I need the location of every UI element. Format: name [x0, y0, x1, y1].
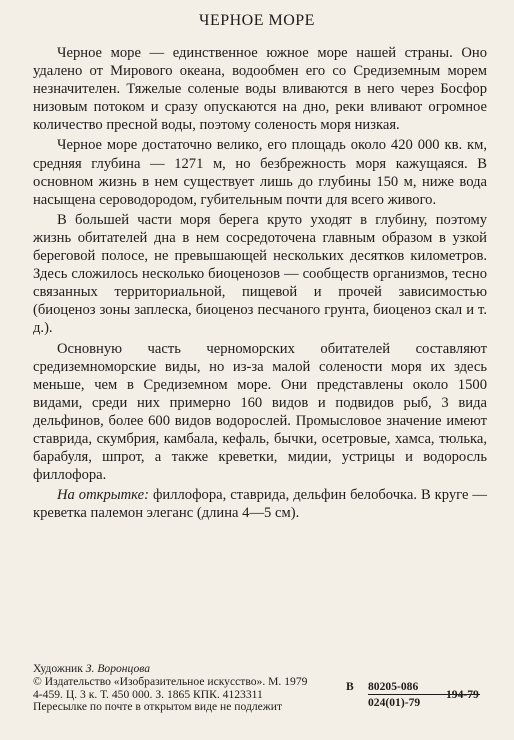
artist-line	[33, 663, 493, 676]
paragraph-2: Черное море достаточно велико, его площадь около 420 000 кв. км, средняя глубина — 1271 м, но безбрежность моря кажущаяся. В основном жизнь в нем существует лишь до глубины 150 м, ниже вода насыщена сероводородом, губительным почти для всего живого.	[33, 137, 487, 208]
index-code-top	[368, 681, 418, 694]
caption-paragraph	[33, 486, 487, 522]
artist-prefix: Художник	[33, 662, 86, 675]
caption-text: филлофора, ставрида, дельфин белобочка. В круге — креветка палемон элеганс (длина 4—5 см).	[33, 487, 487, 522]
imprint-block	[33, 663, 493, 714]
article-body	[33, 44, 487, 524]
index-letter: В	[346, 680, 354, 693]
page-title: ЧЕРНОЕ МОРЕ	[199, 12, 315, 29]
mailing-note: Пересылке по почте в открытом виде не подлежит	[33, 700, 283, 714]
code-numerator: 80205-086	[368, 680, 419, 693]
code-denominator: 024(01)-79	[368, 696, 421, 709]
print-info-line: 4-459. Ц. 3 к. Т. 450 000. З. 1865 КПК. 4123311	[33, 687, 263, 701]
paragraph-4: Основную часть черноморских обитателей составляют средиземноморские виды, но из-за малой солености моря их здесь меньше, чем в Средиземном море. Они представлены около 1500 видами, среди них примерно 160 видов и подвидов рыб, 3 вида дельфинов, более 600 видов водорослей. Промысловое значение имеют ставрида, скумбрия, камбала, кефаль, бычки, осетровые, хамса, тюлька, барабуля, шпрот, а также креветки, мидии, устрицы и водоросль филлофора.	[33, 340, 487, 484]
caption-label: На открытке:	[57, 487, 149, 504]
index-code-right: 194-79	[446, 688, 479, 701]
paragraph-3: В большей части моря берега круто уходят в глубину, поэтому жизнь обитателей дна в нем сосредоточена главным образом в узкой береговой полосе, не превышающей нескольких десятков километров. Здесь сложилось несколько биоценозов — сообществ организмов, тесно связанных территориальной, пищевой и прочей зависимостью (биоценоз зоны заплеска, биоценоз песчаного грунта, биоценоз скал и т. д.).	[33, 211, 487, 337]
publisher-line: © Издательство «Изобразительное искусство». М. 1979	[33, 674, 308, 688]
artist-name: З. Воронцова	[85, 662, 151, 675]
paragraph-1: Черное море — единственное южное море нашей страны. Оно удалено от Мирового океана, водообмен его со Средиземным морем незначителен. Тяжелые соленые воды вливаются в него через Босфор низовым потоком и сразу опускаются на дно, реки вливают огромное количество пресной воды, поэтому соленость моря низкая.	[33, 45, 487, 134]
